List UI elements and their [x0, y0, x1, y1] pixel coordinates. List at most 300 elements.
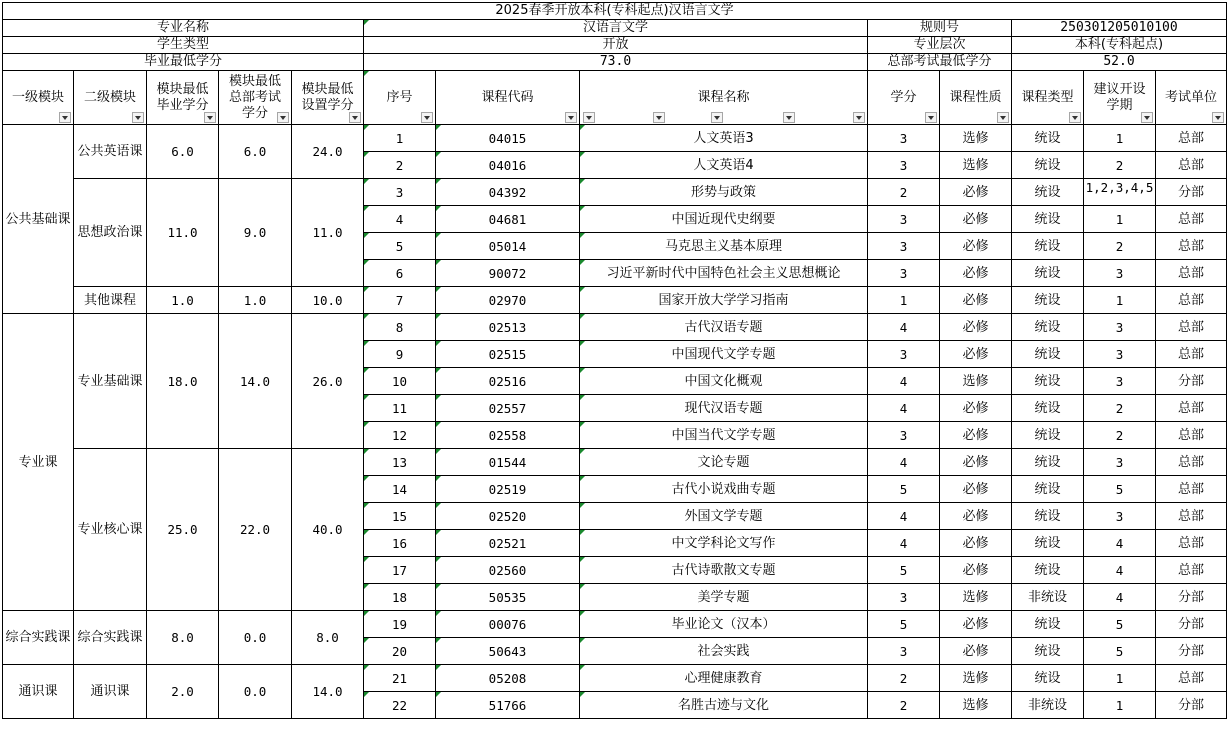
filter-dropdown-icon[interactable] [653, 112, 665, 123]
credit-cell[interactable] [868, 530, 940, 557]
exam-unit-cell[interactable] [1156, 557, 1227, 584]
header-semester[interactable] [1084, 71, 1156, 125]
semester-cell-text: 1 [1115, 697, 1124, 713]
course-code-cell[interactable] [436, 422, 580, 449]
cell-indicator-icon [364, 557, 369, 562]
filter-dropdown-icon[interactable] [565, 112, 577, 123]
semester-cell-text: 1 [1115, 670, 1124, 686]
course-code-cell[interactable] [436, 503, 580, 530]
credit-cell[interactable] [868, 368, 940, 395]
exam-unit-cell[interactable] [1156, 584, 1227, 611]
module-level2-cell[interactable]: 专业核心课 [74, 449, 147, 611]
student-type-value[interactable]: 开放 [364, 37, 868, 54]
course-type-cell[interactable] [1012, 260, 1084, 287]
credit-cell-text: 4 [899, 373, 908, 389]
course-nature-cell[interactable] [940, 530, 1012, 557]
min-hq-credit-cell[interactable]: 0.0 [219, 611, 292, 665]
header-level2[interactable] [74, 71, 147, 125]
exam-unit-cell[interactable] [1156, 449, 1227, 476]
seq-cell[interactable] [364, 422, 436, 449]
course-type-cell-text: 统设 [1034, 184, 1061, 200]
course-type-cell-text: 统设 [1034, 427, 1061, 443]
exam-unit-cell[interactable] [1156, 638, 1227, 665]
course-nature-cell[interactable] [940, 395, 1012, 422]
course-name-cell[interactable] [580, 368, 868, 395]
course-nature-cell[interactable] [940, 152, 1012, 179]
min-hq-credit-cell[interactable]: 14.0 [219, 314, 292, 449]
course-code-cell[interactable] [436, 125, 580, 152]
exam-unit-cell[interactable] [1156, 530, 1227, 557]
semester-cell-text: 1 [1115, 211, 1124, 227]
course-code-cell[interactable] [436, 314, 580, 341]
seq-cell[interactable] [364, 179, 436, 206]
seq-cell[interactable] [364, 476, 436, 503]
cell-indicator-icon [580, 557, 585, 562]
module-level2-cell[interactable]: 公共英语课 [74, 125, 147, 179]
credit-cell[interactable] [868, 665, 940, 692]
course-name-cell[interactable] [580, 179, 868, 206]
course-code-cell[interactable] [436, 476, 580, 503]
course-type-cell[interactable] [1012, 395, 1084, 422]
min-grad-credit-cell[interactable]: 11.0 [147, 179, 219, 287]
course-code-cell[interactable] [436, 449, 580, 476]
course-nature-cell[interactable] [940, 368, 1012, 395]
cell-indicator-icon [364, 503, 369, 508]
min-grad-credit-cell[interactable]: 6.0 [147, 125, 219, 179]
module-level1-cell[interactable]: 专业课 [3, 314, 74, 611]
course-name-cell[interactable] [580, 503, 868, 530]
header-min-set[interactable] [292, 71, 364, 125]
major-name-label[interactable]: 专业名称 [3, 20, 364, 37]
min-credit-label[interactable]: 毕业最低学分 [3, 54, 364, 71]
seq-cell[interactable] [364, 692, 436, 719]
seq-cell[interactable] [364, 368, 436, 395]
header-nature[interactable] [940, 71, 1012, 125]
hq-min-credit-value[interactable]: 52.0 [1012, 54, 1227, 71]
exam-unit-cell[interactable] [1156, 233, 1227, 260]
seq-cell[interactable] [364, 638, 436, 665]
filter-dropdown-icon[interactable] [421, 112, 433, 123]
course-type-cell[interactable] [1012, 503, 1084, 530]
header-code[interactable] [436, 71, 580, 125]
header-seq[interactable] [364, 71, 436, 125]
course-type-cell[interactable] [1012, 638, 1084, 665]
seq-cell[interactable] [364, 584, 436, 611]
course-nature-cell[interactable] [940, 179, 1012, 206]
semester-cell[interactable] [1084, 638, 1156, 665]
exam-unit-cell[interactable] [1156, 287, 1227, 314]
exam-unit-cell[interactable] [1156, 260, 1227, 287]
exam-unit-cell[interactable] [1156, 692, 1227, 719]
course-name-cell[interactable] [580, 557, 868, 584]
course-type-cell-text: 统设 [1034, 238, 1061, 254]
semester-cell[interactable] [1084, 449, 1156, 476]
course-nature-cell[interactable] [940, 206, 1012, 233]
course-name-cell[interactable] [580, 584, 868, 611]
course-name-cell[interactable] [580, 314, 868, 341]
min-credit-value[interactable]: 73.0 [364, 54, 868, 71]
credit-cell-text: 3 [899, 346, 908, 362]
cell-indicator-icon [580, 233, 585, 238]
min-hq-credit-cell[interactable]: 1.0 [219, 287, 292, 314]
min-set-credit-cell[interactable]: 11.0 [292, 179, 364, 287]
credit-cell[interactable] [868, 422, 940, 449]
min-set-credit-cell[interactable]: 14.0 [292, 665, 364, 719]
semester-cell[interactable] [1084, 341, 1156, 368]
course-type-cell[interactable] [1012, 449, 1084, 476]
min-set-credit-cell[interactable]: 40.0 [292, 449, 364, 611]
min-grad-credit-cell[interactable]: 25.0 [147, 449, 219, 611]
course-code-cell[interactable] [436, 341, 580, 368]
module-level1-cell[interactable]: 综合实践课 [3, 611, 74, 665]
course-code-cell-text: 51766 [488, 697, 527, 713]
filter-dropdown-icon[interactable] [997, 112, 1009, 123]
filter-dropdown-icon[interactable] [1141, 112, 1153, 123]
min-hq-credit-cell[interactable]: 6.0 [219, 125, 292, 179]
filter-dropdown-icon[interactable] [59, 112, 71, 123]
course-type-cell[interactable] [1012, 179, 1084, 206]
semester-cell[interactable] [1084, 476, 1156, 503]
seq-cell[interactable] [364, 449, 436, 476]
filter-dropdown-icon[interactable] [1069, 112, 1081, 123]
course-name-cell[interactable] [580, 260, 868, 287]
credit-cell[interactable] [868, 152, 940, 179]
course-code-cell[interactable] [436, 152, 580, 179]
seq-cell-text: 14 [391, 481, 408, 497]
course-type-cell-text: 统设 [1034, 508, 1061, 524]
header-type[interactable] [1012, 71, 1084, 125]
header-exam-unit[interactable] [1156, 71, 1227, 125]
credit-cell[interactable] [868, 206, 940, 233]
course-code-cell-text: 04016 [488, 157, 527, 173]
seq-cell[interactable] [364, 314, 436, 341]
module-level2-cell[interactable]: 综合实践课 [74, 611, 147, 665]
course-code-cell[interactable] [436, 368, 580, 395]
semester-cell[interactable] [1084, 314, 1156, 341]
min-grad-credit-cell[interactable]: 8.0 [147, 611, 219, 665]
credit-cell[interactable] [868, 557, 940, 584]
module-level1-cell[interactable]: 通识课 [3, 665, 74, 719]
course-type-cell[interactable] [1012, 125, 1084, 152]
exam-unit-cell[interactable] [1156, 368, 1227, 395]
seq-cell[interactable] [364, 530, 436, 557]
semester-cell-text: 3 [1115, 265, 1124, 281]
semester-cell[interactable] [1084, 206, 1156, 233]
semester-cell[interactable] [1084, 233, 1156, 260]
course-name-cell[interactable] [580, 449, 868, 476]
course-name-cell[interactable] [580, 530, 868, 557]
course-code-cell-text: 02516 [488, 373, 527, 389]
seq-cell-text: 21 [391, 670, 408, 686]
seq-cell[interactable] [364, 260, 436, 287]
credit-cell-text: 5 [899, 562, 908, 578]
semester-cell[interactable] [1084, 584, 1156, 611]
module-level2-cell[interactable]: 思想政治课 [74, 179, 147, 287]
exam-unit-cell[interactable] [1156, 206, 1227, 233]
course-name-cell[interactable] [580, 125, 868, 152]
course-type-cell[interactable] [1012, 611, 1084, 638]
semester-cell[interactable] [1084, 665, 1156, 692]
credit-cell[interactable] [868, 692, 940, 719]
semester-cell[interactable] [1084, 287, 1156, 314]
course-name-cell-text: 毕业论文（汉本） [671, 616, 776, 632]
course-code-cell[interactable] [436, 233, 580, 260]
exam-unit-cell[interactable] [1156, 422, 1227, 449]
course-type-cell[interactable] [1012, 314, 1084, 341]
semester-cell[interactable] [1084, 422, 1156, 449]
course-nature-cell[interactable] [940, 233, 1012, 260]
seq-cell[interactable] [364, 557, 436, 584]
course-code-cell[interactable] [436, 557, 580, 584]
course-code-cell-text: 02520 [488, 508, 527, 524]
credit-cell[interactable] [868, 179, 940, 206]
course-type-cell[interactable] [1012, 476, 1084, 503]
seq-cell[interactable] [364, 287, 436, 314]
credit-cell[interactable] [868, 287, 940, 314]
student-type-label[interactable]: 学生类型 [3, 37, 364, 54]
min-hq-credit-cell[interactable]: 9.0 [219, 179, 292, 287]
seq-cell[interactable] [364, 611, 436, 638]
level-value[interactable]: 本科(专科起点) [1012, 37, 1227, 54]
semester-cell[interactable] [1084, 557, 1156, 584]
course-code-cell[interactable] [436, 530, 580, 557]
credit-cell[interactable] [868, 260, 940, 287]
course-code-cell[interactable] [436, 206, 580, 233]
credit-cell[interactable] [868, 638, 940, 665]
course-name-cell[interactable] [580, 395, 868, 422]
min-grad-credit-cell[interactable]: 2.0 [147, 665, 219, 719]
course-code-cell[interactable] [436, 611, 580, 638]
exam-unit-cell[interactable] [1156, 341, 1227, 368]
exam-unit-cell[interactable] [1156, 314, 1227, 341]
course-code-cell[interactable] [436, 665, 580, 692]
course-nature-cell[interactable] [940, 611, 1012, 638]
credit-cell-text: 4 [899, 454, 908, 470]
header-min-hq-line2: 总部考试 [228, 89, 281, 105]
min-set-credit-cell[interactable]: 8.0 [292, 611, 364, 665]
seq-cell[interactable] [364, 152, 436, 179]
cell-indicator-icon [580, 692, 585, 697]
semester-cell[interactable] [1084, 395, 1156, 422]
course-nature-cell[interactable] [940, 341, 1012, 368]
cell-indicator-icon [436, 503, 441, 508]
filter-dropdown-icon[interactable] [349, 112, 361, 123]
course-nature-cell[interactable] [940, 314, 1012, 341]
filter-dropdown-icon[interactable] [853, 112, 865, 123]
course-nature-cell-text: 必修 [962, 508, 989, 524]
course-name-cell[interactable] [580, 422, 868, 449]
min-hq-credit-cell[interactable]: 0.0 [219, 665, 292, 719]
semester-cell-text: 3 [1115, 454, 1124, 470]
course-type-cell[interactable] [1012, 341, 1084, 368]
credit-cell[interactable] [868, 125, 940, 152]
table-row [3, 314, 1227, 341]
credit-cell[interactable] [868, 584, 940, 611]
course-code-cell[interactable] [436, 395, 580, 422]
exam-unit-cell[interactable] [1156, 611, 1227, 638]
min-grad-credit-cell[interactable]: 1.0 [147, 287, 219, 314]
course-type-cell[interactable] [1012, 530, 1084, 557]
credit-cell[interactable] [868, 233, 940, 260]
credit-cell[interactable] [868, 314, 940, 341]
course-type-cell[interactable] [1012, 233, 1084, 260]
course-name-cell[interactable] [580, 476, 868, 503]
major-name-value[interactable]: 汉语言文学 [364, 20, 868, 37]
exam-unit-cell[interactable] [1156, 395, 1227, 422]
credit-cell[interactable] [868, 503, 940, 530]
seq-cell[interactable] [364, 125, 436, 152]
header-min-hq-line3: 学分 [241, 105, 268, 121]
min-set-credit-cell[interactable]: 24.0 [292, 125, 364, 179]
seq-cell-text: 20 [391, 643, 408, 659]
course-type-cell[interactable] [1012, 557, 1084, 584]
course-name-cell[interactable] [580, 665, 868, 692]
credit-cell[interactable] [868, 476, 940, 503]
seq-cell[interactable] [364, 503, 436, 530]
exam-unit-cell[interactable] [1156, 476, 1227, 503]
course-type-cell[interactable] [1012, 692, 1084, 719]
module-level2-cell[interactable]: 通识课 [74, 665, 147, 719]
course-nature-cell[interactable] [940, 584, 1012, 611]
sheet-title[interactable]: 2025春季开放本科(专科起点)汉语言文学 [3, 3, 1227, 20]
min-hq-credit-cell[interactable]: 22.0 [219, 449, 292, 611]
course-type-cell[interactable] [1012, 665, 1084, 692]
filter-dropdown-icon[interactable] [132, 112, 144, 123]
course-type-cell[interactable] [1012, 152, 1084, 179]
course-code-cell[interactable] [436, 638, 580, 665]
seq-cell[interactable] [364, 233, 436, 260]
course-nature-cell[interactable] [940, 638, 1012, 665]
level-label[interactable]: 专业层次 [868, 37, 1012, 54]
rule-no-value[interactable]: 250301205010100 [1012, 20, 1227, 37]
course-name-cell[interactable] [580, 152, 868, 179]
course-type-cell[interactable] [1012, 287, 1084, 314]
course-name-cell[interactable] [580, 287, 868, 314]
course-code-cell[interactable] [436, 584, 580, 611]
course-type-cell[interactable] [1012, 206, 1084, 233]
course-nature-cell[interactable] [940, 476, 1012, 503]
course-nature-cell-text: 选修 [962, 373, 989, 389]
semester-cell[interactable] [1084, 152, 1156, 179]
course-type-cell[interactable] [1012, 584, 1084, 611]
filter-dropdown-icon[interactable] [583, 112, 595, 123]
filter-dropdown-icon[interactable] [925, 112, 937, 123]
header-level1[interactable] [3, 71, 74, 125]
course-nature-cell[interactable] [940, 260, 1012, 287]
course-nature-cell-text: 选修 [962, 157, 989, 173]
exam-unit-cell[interactable] [1156, 665, 1227, 692]
semester-cell[interactable] [1084, 125, 1156, 152]
cell-indicator-icon [364, 395, 369, 400]
seq-cell[interactable] [364, 341, 436, 368]
module-level2-cell[interactable]: 专业基础课 [74, 314, 147, 449]
course-nature-cell[interactable] [940, 449, 1012, 476]
seq-cell[interactable] [364, 206, 436, 233]
module-level1-cell[interactable]: 公共基础课 [3, 125, 74, 314]
course-nature-cell[interactable] [940, 665, 1012, 692]
header-min-set-line2: 设置学分 [301, 97, 354, 113]
course-nature-cell[interactable] [940, 422, 1012, 449]
course-nature-cell[interactable] [940, 287, 1012, 314]
course-name-cell[interactable] [580, 341, 868, 368]
credit-cell[interactable] [868, 395, 940, 422]
header-credit[interactable] [868, 71, 940, 125]
filter-dropdown-icon[interactable] [1212, 112, 1224, 123]
exam-unit-cell[interactable] [1156, 179, 1227, 206]
filter-dropdown-icon[interactable] [277, 112, 289, 123]
exam-unit-cell[interactable] [1156, 125, 1227, 152]
course-name-cell[interactable] [580, 638, 868, 665]
min-set-credit-cell[interactable]: 10.0 [292, 287, 364, 314]
course-code-cell[interactable] [436, 692, 580, 719]
course-code-cell-text: 02560 [488, 562, 527, 578]
course-nature-cell[interactable] [940, 557, 1012, 584]
exam-unit-cell-text: 总部 [1177, 535, 1204, 551]
course-nature-cell[interactable] [940, 125, 1012, 152]
seq-cell-text: 9 [395, 346, 404, 362]
semester-cell[interactable] [1084, 503, 1156, 530]
semester-cell[interactable] [1084, 611, 1156, 638]
course-nature-cell[interactable] [940, 503, 1012, 530]
header-min-hq[interactable] [219, 71, 292, 125]
semester-cell[interactable] [1084, 179, 1156, 206]
semester-cell[interactable] [1084, 692, 1156, 719]
course-nature-cell-text: 必修 [962, 562, 989, 578]
header-name[interactable] [580, 71, 868, 125]
cell-indicator-icon [436, 152, 441, 157]
course-code-cell[interactable] [436, 287, 580, 314]
credit-cell[interactable] [868, 611, 940, 638]
seq-cell-text: 2 [395, 157, 404, 173]
module-level2-cell[interactable]: 其他课程 [74, 287, 147, 314]
credit-cell[interactable] [868, 449, 940, 476]
course-type-cell[interactable] [1012, 422, 1084, 449]
rule-no-label[interactable]: 规则号 [868, 20, 1012, 37]
filter-dropdown-icon[interactable] [783, 112, 795, 123]
course-code-cell-text: 00076 [488, 616, 527, 632]
course-type-cell[interactable] [1012, 368, 1084, 395]
semester-cell[interactable] [1084, 368, 1156, 395]
seq-cell[interactable] [364, 665, 436, 692]
course-nature-cell[interactable] [940, 692, 1012, 719]
course-code-cell[interactable] [436, 260, 580, 287]
exam-unit-cell[interactable] [1156, 152, 1227, 179]
seq-cell[interactable] [364, 395, 436, 422]
semester-cell-text: 3 [1115, 319, 1124, 335]
min-grad-credit-cell[interactable]: 18.0 [147, 314, 219, 449]
exam-unit-cell-text: 分部 [1177, 643, 1204, 659]
credit-cell[interactable] [868, 341, 940, 368]
course-name-cell[interactable] [580, 233, 868, 260]
filter-dropdown-icon[interactable] [711, 112, 723, 123]
semester-cell[interactable] [1084, 260, 1156, 287]
semester-cell[interactable] [1084, 530, 1156, 557]
course-code-cell[interactable] [436, 179, 580, 206]
exam-unit-cell[interactable] [1156, 503, 1227, 530]
credit-cell-text: 3 [899, 130, 908, 146]
exam-unit-cell-text: 分部 [1177, 373, 1204, 389]
course-name-cell[interactable] [580, 692, 868, 719]
course-name-cell[interactable] [580, 611, 868, 638]
course-name-cell-text: 外国文学专题 [684, 508, 763, 524]
hq-min-credit-label[interactable]: 总部考试最低学分 [868, 54, 1012, 71]
min-set-credit-cell[interactable]: 26.0 [292, 314, 364, 449]
filter-dropdown-icon[interactable] [204, 112, 216, 123]
course-name-cell[interactable] [580, 206, 868, 233]
course-name-cell-text: 美学专题 [697, 589, 750, 605]
course-name-cell-text: 中国当代文学专题 [671, 427, 776, 443]
header-min-grad[interactable] [147, 71, 219, 125]
